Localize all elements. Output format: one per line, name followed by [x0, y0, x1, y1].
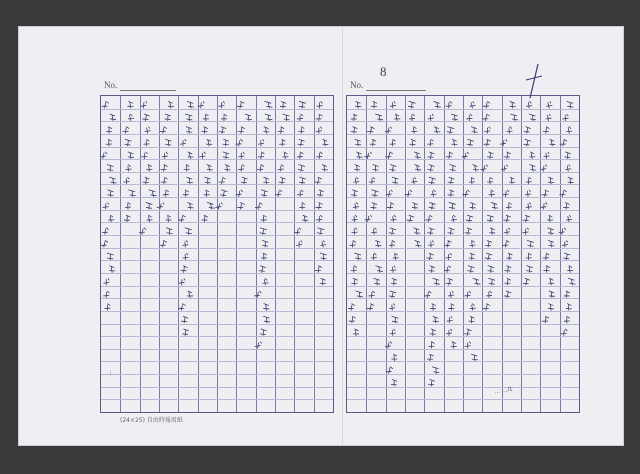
- right-no-label: No.: [350, 80, 364, 90]
- pen-stroke-mark: [518, 62, 548, 102]
- left-handwriting-strokes: [101, 96, 333, 412]
- left-grid-footer: (24×25) 自由時報用紙: [120, 417, 183, 424]
- right-handwriting-strokes: [347, 96, 579, 412]
- left-side-note: …: [108, 370, 114, 376]
- right-no-underline: [366, 90, 426, 91]
- manuscript-sheet: [18, 26, 624, 446]
- center-fold: [342, 26, 343, 446]
- bottom-right-note: … …/1: [493, 386, 513, 396]
- left-no-label: No.: [104, 80, 118, 90]
- left-no-underline: [120, 90, 176, 91]
- right-manuscript-grid: [346, 95, 580, 413]
- left-manuscript-grid: [100, 95, 334, 413]
- right-page-number: 8: [380, 64, 387, 79]
